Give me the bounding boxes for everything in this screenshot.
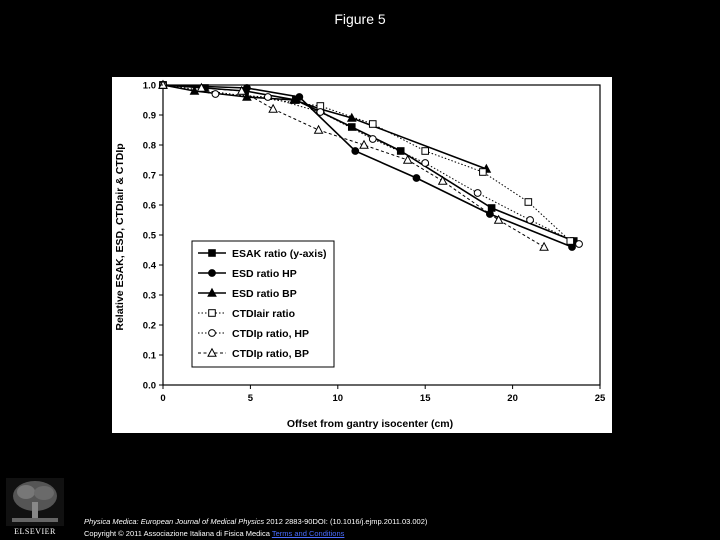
data-point-s2 xyxy=(296,94,303,101)
chart-figure xyxy=(112,77,612,433)
legend-swatch-marker xyxy=(209,270,216,277)
journal-name: Physica Medica: European Journal of Medical Physics xyxy=(84,517,265,526)
data-point-s4 xyxy=(422,148,429,155)
y-tick-label: 0.9 xyxy=(142,110,156,122)
x-tick-label: 20 xyxy=(507,393,518,404)
y-tick-label: 0.6 xyxy=(142,200,156,212)
y-tick-label: 0.8 xyxy=(142,140,156,152)
data-point-s5 xyxy=(317,109,324,116)
y-tick-label: 0.7 xyxy=(142,170,156,182)
data-point-s5 xyxy=(576,241,583,248)
y-tick-label: 1.0 xyxy=(142,80,156,92)
data-point-s5 xyxy=(369,136,376,143)
legend-label: CTDIp ratio, HP xyxy=(232,328,310,340)
y-tick-label: 0.3 xyxy=(142,290,156,302)
y-tick-label: 0.1 xyxy=(142,350,156,362)
data-point-s4 xyxy=(567,238,574,245)
data-point-s5 xyxy=(264,94,271,101)
y-tick-label: 0.0 xyxy=(142,380,156,392)
copyright-text: Copyright © 2011 Associazione Italiana di Fisica Medica xyxy=(84,529,272,538)
data-point-s5 xyxy=(527,217,534,224)
terms-link[interactable]: Terms and Conditions xyxy=(271,529,345,538)
x-tick-label: 0 xyxy=(160,393,166,404)
data-point-s5 xyxy=(212,91,219,98)
x-tick-label: 15 xyxy=(419,393,431,404)
legend-label: CTDIair ratio xyxy=(232,308,296,320)
data-point-s4 xyxy=(480,169,487,176)
legend-label: ESD ratio BP xyxy=(232,288,297,300)
tree-icon xyxy=(6,478,64,526)
x-tick-label: 5 xyxy=(247,393,254,404)
legend-swatch-marker xyxy=(209,250,216,257)
y-tick-label: 0.5 xyxy=(142,230,156,242)
data-point-s4 xyxy=(369,121,376,128)
data-point-s5 xyxy=(474,190,481,197)
data-point-s1 xyxy=(348,124,355,131)
y-tick-label: 0.2 xyxy=(142,320,156,332)
citation-details: 2012 2883-90DOI: (10.1016/j.ejmp.2011.03.002) xyxy=(264,517,428,526)
data-point-s4 xyxy=(525,199,532,206)
y-axis-label: Relative ESAK, ESD, CTDIair & CTDIp xyxy=(114,143,126,331)
elsevier-wordmark: ELSEVIER xyxy=(14,527,56,536)
line-chart xyxy=(112,77,612,433)
legend-label: CTDIp ratio, BP xyxy=(232,348,310,360)
legend-swatch-marker xyxy=(209,310,216,317)
citation-line xyxy=(84,517,427,526)
data-point-s1 xyxy=(397,148,404,155)
data-point-s2 xyxy=(244,85,251,92)
figure-title: Figure 5 xyxy=(334,11,386,27)
x-tick-label: 10 xyxy=(332,393,344,404)
legend-swatch-marker xyxy=(209,330,216,337)
data-point-s5 xyxy=(422,160,429,167)
legend-label: ESAK ratio (y-axis) xyxy=(232,248,327,260)
x-axis-label: Offset from gantry isocenter (cm) xyxy=(286,418,454,430)
legend-label: ESD ratio HP xyxy=(232,268,297,280)
copyright-line xyxy=(84,529,344,538)
data-point-s2 xyxy=(486,211,493,218)
data-point-s2 xyxy=(352,148,359,155)
data-point-s2 xyxy=(413,175,420,182)
y-tick-label: 0.4 xyxy=(142,260,156,272)
x-tick-label: 25 xyxy=(594,393,606,404)
